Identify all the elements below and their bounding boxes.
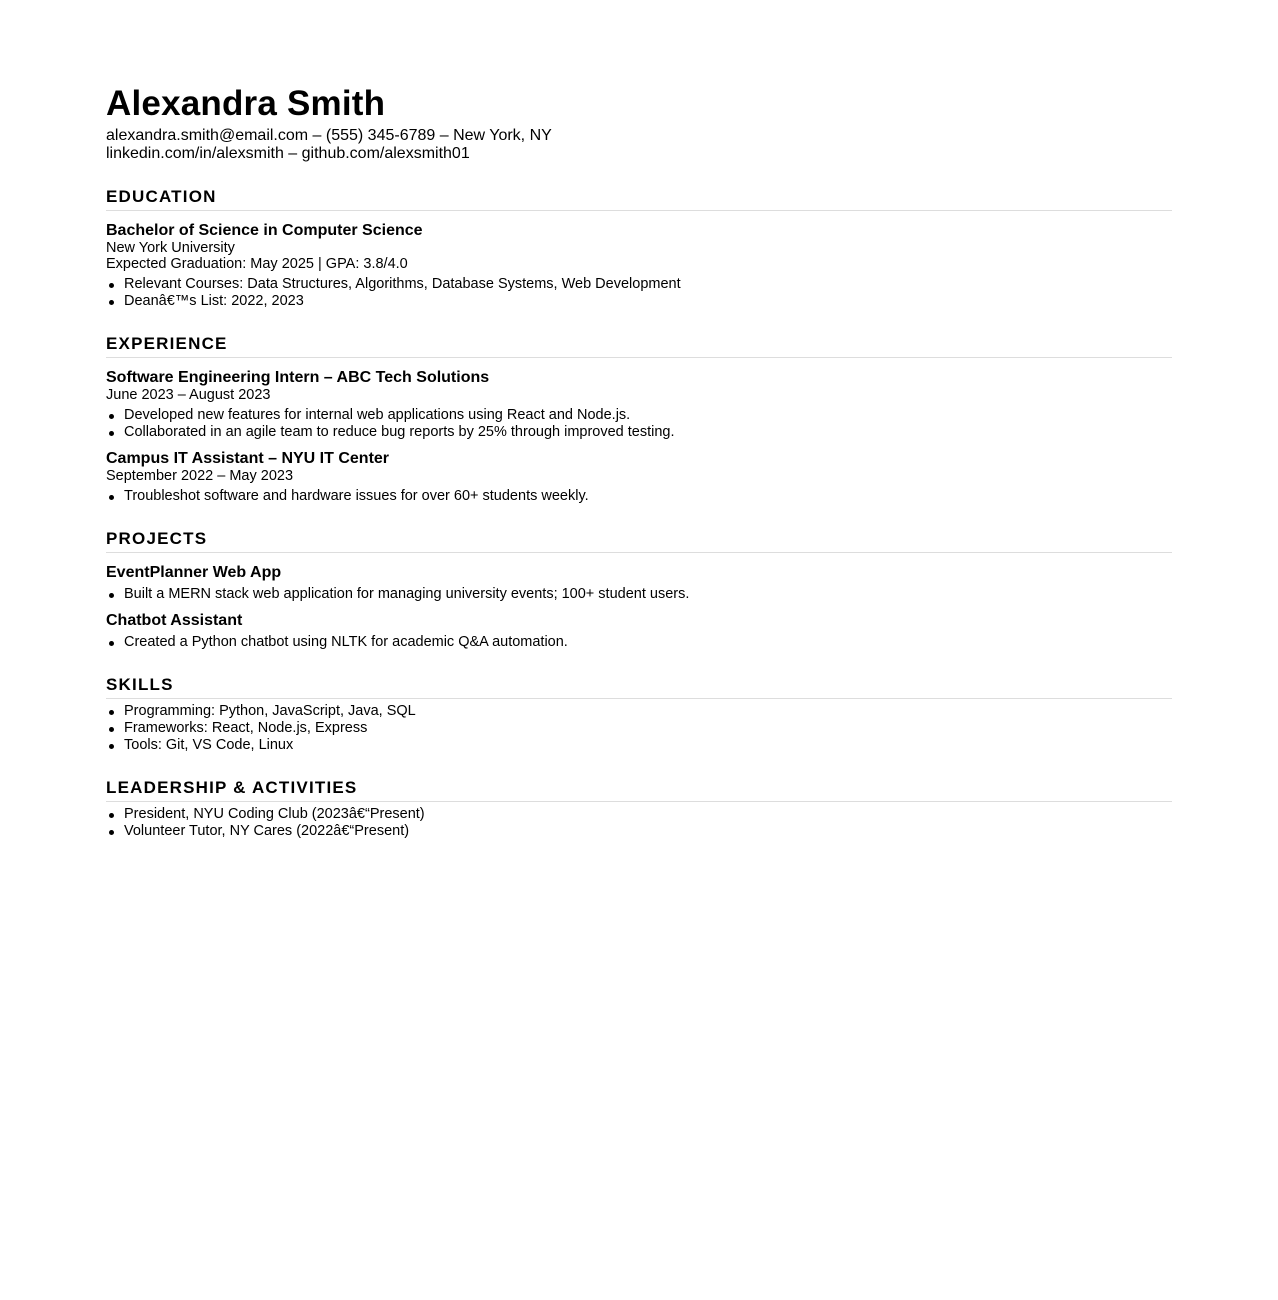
project-entry <box>106 563 1172 603</box>
leadership-heading: LEADERSHIP & ACTIVITIES <box>106 778 1172 802</box>
contact-line-email-phone-location: alexandra.smith@email.com – (555) 345-6789 – New York, NY <box>106 127 552 144</box>
list-item: Troubleshot software and hardware issues for over 60+ students weekly. <box>124 488 1172 505</box>
education-heading: EDUCATION <box>106 187 1172 211</box>
skills-bullets <box>106 703 1172 754</box>
project-name: EventPlanner Web App <box>106 564 282 581</box>
job-dates: September 2022 – May 2023 <box>106 468 294 484</box>
job-dates: June 2023 – August 2023 <box>106 387 271 403</box>
education-bullets <box>106 276 1172 310</box>
leadership-bullets <box>106 806 1172 840</box>
experience-heading: EXPERIENCE <box>106 334 1172 358</box>
list-item: Created a Python chatbot using NLTK for academic Q&A automation. <box>124 634 1172 651</box>
graduation-gpa: Expected Graduation: May 2025 | GPA: 3.8/4.0 <box>106 256 408 272</box>
list-item: Frameworks: React, Node.js, Express <box>124 720 1172 737</box>
job-entry <box>106 368 1172 441</box>
contact-line-profiles: linkedin.com/in/alexsmith – github.com/alexsmith01 <box>106 145 470 162</box>
skills-section <box>106 675 1172 754</box>
leadership-section <box>106 778 1172 840</box>
degree-title: Bachelor of Science in Computer Science <box>106 222 423 239</box>
resume-header <box>106 84 1172 163</box>
candidate-name: Alexandra Smith <box>106 84 386 123</box>
contact-info <box>106 127 1172 163</box>
job-title: Campus IT Assistant – NYU IT Center <box>106 450 390 467</box>
project-entry <box>106 611 1172 651</box>
list-item: Relevant Courses: Data Structures, Algorithms, Database Systems, Web Development <box>124 276 1172 293</box>
list-item: Developed new features for internal web applications using React and Node.js. <box>124 407 1172 424</box>
list-item: Built a MERN stack web application for managing university events; 100+ student users. <box>124 586 1172 603</box>
list-item: Deanâ€™s List: 2022, 2023 <box>124 293 1172 310</box>
list-item: Tools: Git, VS Code, Linux <box>124 737 1172 754</box>
job-bullets <box>106 407 1172 441</box>
list-item: Collaborated in an agile team to reduce bug reports by 25% through improved testing. <box>124 424 1172 441</box>
job-bullets <box>106 488 1172 505</box>
projects-heading: PROJECTS <box>106 529 1172 553</box>
list-item: Programming: Python, JavaScript, Java, SQL <box>124 703 1172 720</box>
list-item: President, NYU Coding Club (2023â€“Present) <box>124 806 1172 823</box>
education-entry <box>106 221 1172 310</box>
project-bullets <box>106 586 1172 603</box>
skills-heading: SKILLS <box>106 675 1172 699</box>
list-item: Volunteer Tutor, NY Cares (2022â€“Present) <box>124 823 1172 840</box>
project-bullets <box>106 634 1172 651</box>
education-section <box>106 187 1172 310</box>
job-entry <box>106 449 1172 505</box>
school-name: New York University <box>106 240 235 256</box>
projects-section <box>106 529 1172 651</box>
project-name: Chatbot Assistant <box>106 612 243 629</box>
job-title: Software Engineering Intern – ABC Tech Solutions <box>106 369 490 386</box>
experience-section <box>106 334 1172 505</box>
